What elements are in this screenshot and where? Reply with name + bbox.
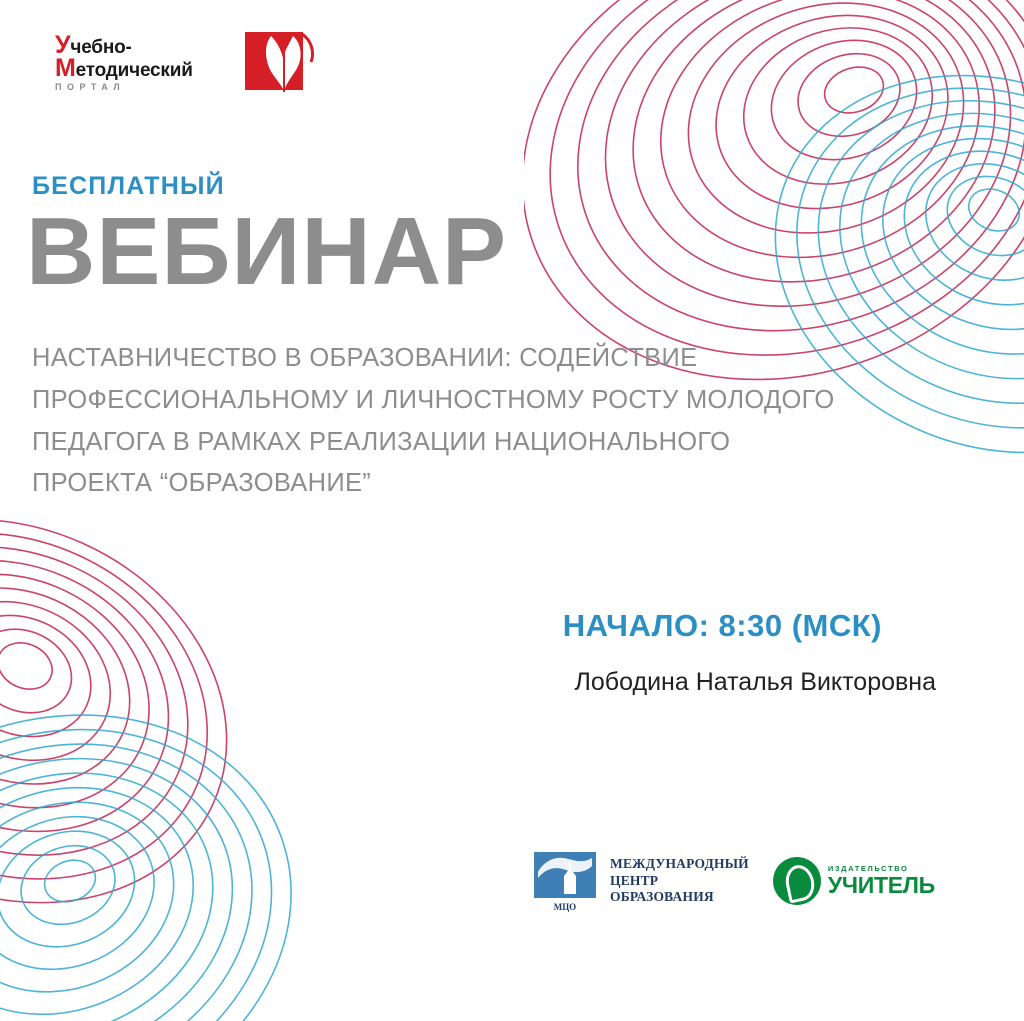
brand-logo-line1-cap: У	[55, 31, 71, 59]
brand-logo-line2-rest: етодический	[75, 60, 193, 81]
mco-line3: ОБРАЗОВАНИЯ	[610, 889, 714, 905]
start-time-value: 8:30	[718, 608, 783, 643]
decorative-lines-bottom-left	[0, 451, 440, 1021]
umportal-mark-icon	[245, 30, 323, 96]
uchitel-leaf-icon	[773, 857, 821, 905]
brand-logo-line2	[55, 54, 240, 82]
partner-logos	[530, 848, 935, 914]
brand-logo-line1-rest: чебно-	[70, 37, 132, 58]
brand-logo-line3: ПОРТАЛ	[55, 82, 126, 92]
brand-logo-text	[55, 31, 240, 92]
webinar-subtitle: НАСТАВНИЧЕСТВО В ОБРАЗОВАНИИ: СОДЕЙСТВИЕ ПРОФЕССИОНАЛЬНОМУ И ЛИЧНОСТНОМУ РОСТУ МОЛОДОГО ПЕДАГОГА В РАМКАХ РЕАЛИЗАЦИИ НАЦИОНАЛЬНОГО ПРОЕКТА “ОБРАЗОВАНИЕ”	[32, 344, 835, 498]
mco-line2: ЦЕНТР	[610, 872, 659, 888]
brand-logo[interactable]	[55, 30, 325, 102]
page-title: ВЕБИНАР	[26, 198, 508, 305]
uchitel-logo-text	[828, 865, 935, 897]
start-time-label: НАЧАЛО:	[562, 608, 710, 643]
svg-text:МЦО: МЦО	[553, 902, 577, 912]
start-time-timezone: (МСК)	[791, 608, 882, 643]
uchitel-logo[interactable]	[773, 857, 935, 905]
brand-logo-line1	[55, 31, 240, 59]
uchitel-big-label: УЧИТЕЛЬ	[827, 871, 935, 898]
mco-line1: МЕЖДУНАРОДНЫЙ	[610, 856, 749, 872]
speaker-name: Лободина Наталья Викторовна	[574, 668, 936, 696]
uchitel-small-label: ИЗДАТЕЛЬСТВО	[827, 863, 909, 873]
mco-logo-text	[610, 856, 749, 905]
start-time-line	[563, 608, 882, 644]
mco-logo[interactable]	[530, 848, 749, 914]
brand-logo-line2-cap: М	[55, 54, 76, 82]
free-label: БЕСПЛАТНЫЙ	[32, 172, 225, 200]
mco-globe-icon	[530, 848, 602, 914]
